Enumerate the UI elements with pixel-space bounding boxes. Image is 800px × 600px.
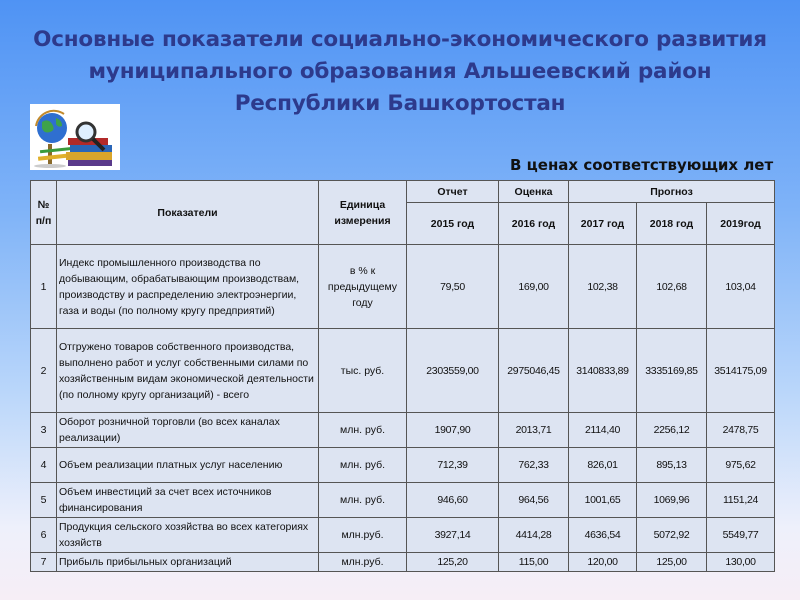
row-value: 712,39 xyxy=(407,448,499,483)
row-number: 5 xyxy=(31,483,57,518)
title-line-2: муниципального образования Альшеевский район xyxy=(88,59,712,84)
row-unit: млн. руб. xyxy=(319,448,407,483)
table-row xyxy=(31,483,775,518)
row-number: 2 xyxy=(31,329,57,413)
row-value: 125,00 xyxy=(637,553,707,572)
header-year: 2018 год xyxy=(637,203,707,245)
table-row xyxy=(31,245,775,329)
header-year: 2019год xyxy=(707,203,775,245)
row-value: 103,04 xyxy=(707,245,775,329)
row-value: 79,50 xyxy=(407,245,499,329)
table-row xyxy=(31,518,775,553)
table-row xyxy=(31,448,775,483)
row-unit: тыс. руб. xyxy=(319,329,407,413)
row-number: 1 xyxy=(31,245,57,329)
title-line-3: Республики Башкортостан xyxy=(234,91,566,116)
row-value: 4636,54 xyxy=(569,518,637,553)
row-value: 964,56 xyxy=(499,483,569,518)
row-indicator: Отгружено товаров собственного производства, выполнено работ и услуг собственными силами по хозяйственным видам экономической деятельности (по полному кругу организаций) - всего xyxy=(57,329,319,413)
row-value: 130,00 xyxy=(707,553,775,572)
row-indicator: Продукция сельского хозяйства во всех категориях хозяйств xyxy=(57,518,319,553)
row-value: 102,38 xyxy=(569,245,637,329)
row-value: 5072,92 xyxy=(637,518,707,553)
table-row xyxy=(31,553,775,572)
row-value: 3927,14 xyxy=(407,518,499,553)
table-row xyxy=(31,329,775,413)
row-value: 4414,28 xyxy=(499,518,569,553)
row-number: 3 xyxy=(31,413,57,448)
row-value: 2256,12 xyxy=(637,413,707,448)
row-value: 3140833,89 xyxy=(569,329,637,413)
slide-title xyxy=(20,24,780,120)
row-number: 4 xyxy=(31,448,57,483)
row-value: 826,01 xyxy=(569,448,637,483)
globe-books-magnifier-icon xyxy=(30,104,120,170)
price-note: В ценах соответствующих лет xyxy=(510,156,774,174)
row-number: 7 xyxy=(31,553,57,572)
row-value: 1069,96 xyxy=(637,483,707,518)
header-indicator: Показатели xyxy=(57,181,319,245)
row-value: 1151,24 xyxy=(707,483,775,518)
row-indicator: Объем реализации платных услуг населению xyxy=(57,448,319,483)
row-value: 125,20 xyxy=(407,553,499,572)
row-indicator: Оборот розничной торговли (во всех каналах реализации) xyxy=(57,413,319,448)
row-value: 120,00 xyxy=(569,553,637,572)
row-unit: млн.руб. xyxy=(319,518,407,553)
header-estimate: Оценка xyxy=(499,181,569,203)
header-year: 2015 год xyxy=(407,203,499,245)
title-line-1: Основные показатели социально-экономического развития xyxy=(33,27,767,52)
row-value: 1001,65 xyxy=(569,483,637,518)
row-value: 895,13 xyxy=(637,448,707,483)
row-value: 946,60 xyxy=(407,483,499,518)
row-value: 2114,40 xyxy=(569,413,637,448)
header-year: 2016 год xyxy=(499,203,569,245)
row-indicator: Объем инвестиций за счет всех источников финансирования xyxy=(57,483,319,518)
row-value: 102,68 xyxy=(637,245,707,329)
row-unit: млн.руб. xyxy=(319,553,407,572)
header-unit: Единица измерения xyxy=(319,181,407,245)
row-value: 975,62 xyxy=(707,448,775,483)
row-unit: в % к предыдущему году xyxy=(319,245,407,329)
indicators-table xyxy=(30,180,775,572)
row-value: 2975046,45 xyxy=(499,329,569,413)
row-value: 5549,77 xyxy=(707,518,775,553)
row-value: 3514175,09 xyxy=(707,329,775,413)
row-value: 3335169,85 xyxy=(637,329,707,413)
row-value: 115,00 xyxy=(499,553,569,572)
row-value: 762,33 xyxy=(499,448,569,483)
row-unit: млн. руб. xyxy=(319,413,407,448)
row-value: 2478,75 xyxy=(707,413,775,448)
header-row-1 xyxy=(31,181,775,203)
row-value: 169,00 xyxy=(499,245,569,329)
header-report: Отчет xyxy=(407,181,499,203)
row-value: 1907,90 xyxy=(407,413,499,448)
header-forecast: Прогноз xyxy=(569,181,775,203)
row-value: 2013,71 xyxy=(499,413,569,448)
row-value: 2303559,00 xyxy=(407,329,499,413)
row-indicator: Индекс промышленного производства по добывающим, обрабатывающим производствам, производству и распределению электроэнергии, газа и воды (по полному кругу предприятий) xyxy=(57,245,319,329)
header-year: 2017 год xyxy=(569,203,637,245)
row-unit: млн. руб. xyxy=(319,483,407,518)
row-number: 6 xyxy=(31,518,57,553)
header-num: № п/п xyxy=(31,181,57,245)
table-row xyxy=(31,413,775,448)
row-indicator: Прибыль прибыльных организаций xyxy=(57,553,319,572)
